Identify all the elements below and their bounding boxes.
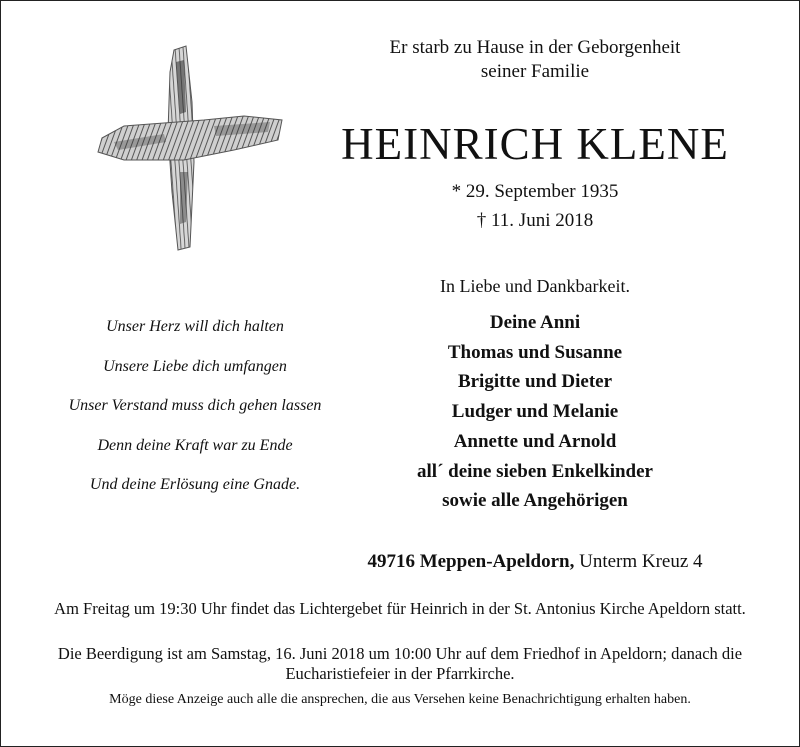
poem-line: Unsere Liebe dich umfangen (103, 357, 287, 375)
poem-line: Und deine Erlösung eine Gnade. (89, 476, 301, 494)
footer-notice: Möge diese Anzeige auch alle die ansprechen, die aus Versehen keine Benachrichtigung erhalten haben. (109, 692, 691, 707)
address-city: 49716 Meppen-Apeldorn, (367, 551, 575, 572)
poem-line: Unser Herz will dich halten (106, 318, 284, 335)
deceased-name: HEINRICH KLENE (341, 119, 729, 169)
poem (40, 307, 350, 505)
address (300, 550, 770, 574)
mourner: Brigitte und Dieter (457, 371, 613, 393)
cross-icon (94, 42, 290, 254)
death-date: † 11. Juni 2018 (476, 210, 594, 231)
birth-date: * 29. September 1935 (451, 181, 619, 202)
address-street: Unterm Kreuz 4 (579, 551, 703, 572)
poem-line: Unser Verstand muss dich gehen lassen (68, 397, 322, 415)
life-dates (330, 177, 740, 235)
poem-line: Denn deine Kraft war zu Ende (97, 436, 293, 454)
mourner: sowie alle Angehörigen (442, 490, 628, 512)
intro-text (330, 36, 740, 84)
mourner: Ludger und Melanie (451, 401, 619, 423)
mourners-list (340, 308, 730, 516)
intro-line-2: seiner Familie (480, 61, 590, 82)
mourner: Thomas und Susanne (447, 341, 623, 363)
mourner: all´ deine sieben Enkelkinder (417, 460, 653, 482)
funeral-notice: Die Beerdigung ist am Samstag, 16. Juni 2018 um 10:00 Uhr auf dem Friedhof in Apeldorn; danach die Eucharistiefeier in der Pfarrkirche. (57, 644, 743, 683)
mourner: Deine Anni (489, 312, 581, 333)
thanks-line: In Liebe und Dankbarkeit. (440, 276, 630, 296)
mourner: Annette und Arnold (453, 430, 617, 452)
intro-line-1: Er starb zu Hause in der Geborgenheit (389, 37, 681, 58)
prayer-notice: Am Freitag um 19:30 Uhr findet das Lichtergebet für Heinrich in der St. Antonius Kirche Apeldorn statt. (54, 599, 746, 618)
